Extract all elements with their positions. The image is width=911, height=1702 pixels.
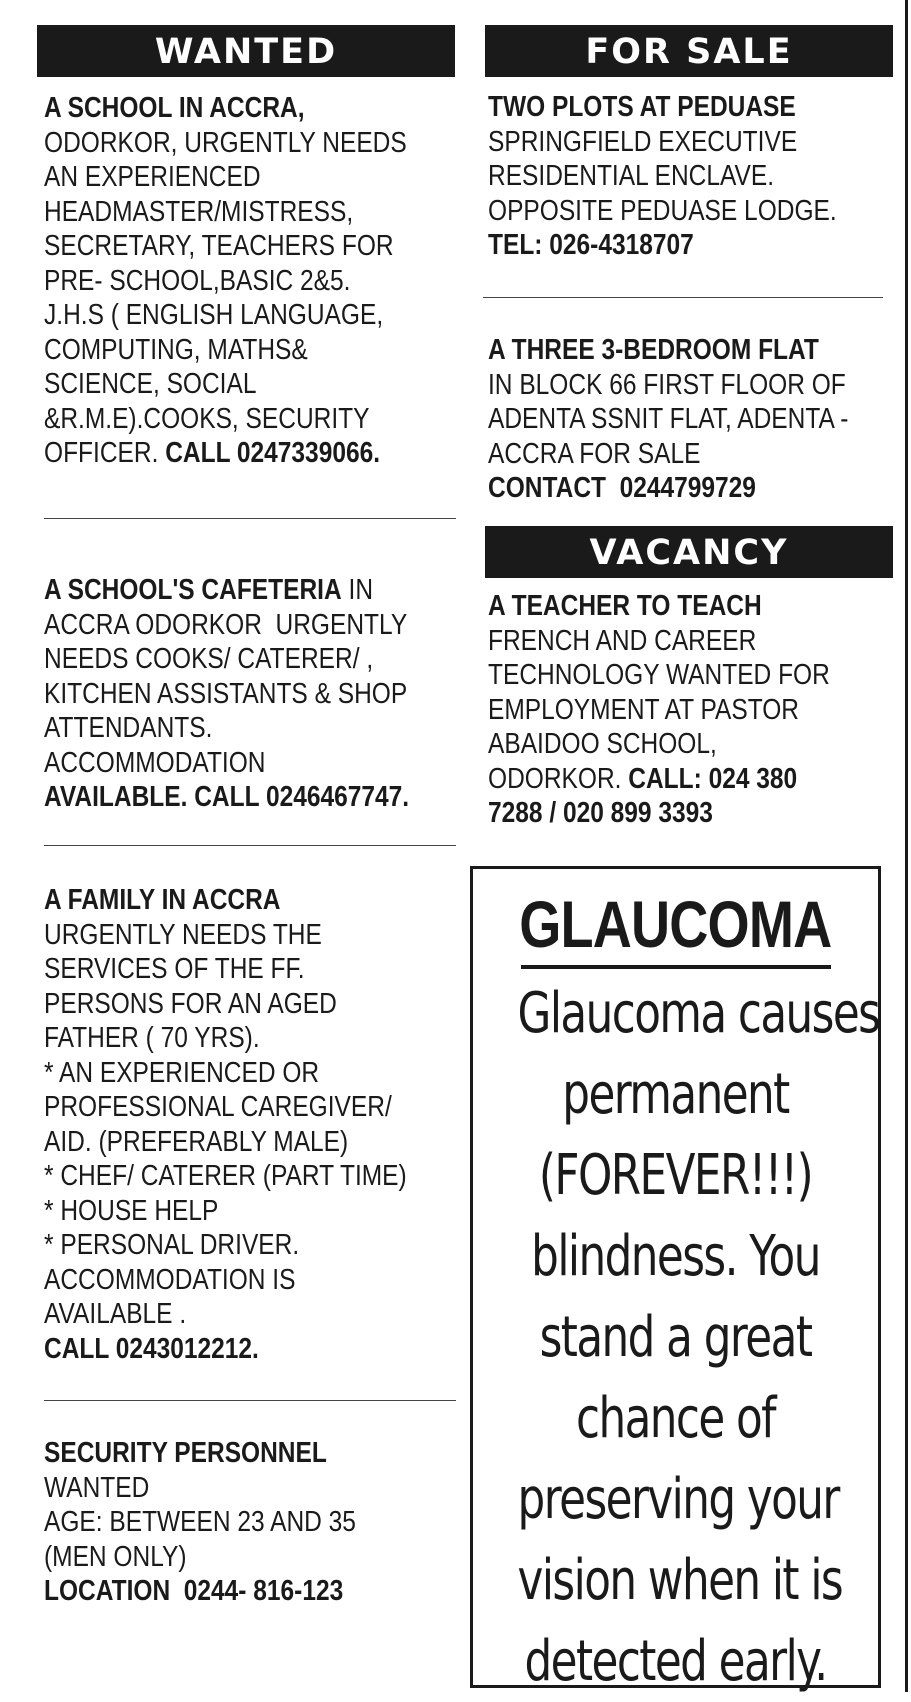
glaucoma-line: detected early. [524,1629,827,1694]
ad-security-personnel [44,1436,407,1609]
ad-line: OPPOSITE PEDUASE LODGE. [488,194,837,227]
ad-line: SERVICES OF THE FF. [44,953,305,985]
ad-divider [44,845,456,846]
ad-line: SCIENCE, SOCIAL [44,368,257,400]
ad-line: ACCOMMODATION [44,746,266,779]
ad-line: IN [341,574,374,606]
ad-line: COMPUTING, MATHS& [44,333,308,366]
ad-flat-for-sale [488,333,907,506]
ad-line: * CHEF/ CATERER (PART TIME) [44,1160,407,1192]
ad-cafeteria-staff [44,573,469,815]
ad-teacher-vacancy [488,589,885,831]
ad-phone: TEL: 026-4318707 [488,229,694,261]
ad-line: KITCHEN ASSISTANTS & SHOP [44,677,408,710]
ad-line: AID. (PREFERABLY MALE) [44,1125,349,1158]
glaucoma-line: (FOREVER!!!) [538,1143,813,1208]
ad-phone: CALL 0243012212. [44,1332,259,1365]
ad-line: J.H.S ( ENGLISH LANGUAGE, [44,299,384,331]
glaucoma-line: preserving your [517,1467,839,1532]
glaucoma-line: stand a great [539,1305,812,1370]
ad-line: AN EXPERIENCED [44,161,261,193]
ad-lead: A TEACHER TO TEACH [488,590,762,622]
ad-line: ACCRA ODORKOR URGENTLY [44,608,408,641]
ad-line: ODORKOR. [488,762,629,795]
ad-line: ABAIDOO SCHOOL, [488,728,717,760]
vacancy-section-header: VACANCY [485,526,893,578]
glaucoma-line: blindness. You [531,1224,820,1289]
ad-line: ODORKOR, URGENTLY NEEDS [44,126,407,159]
ad-line: ADENTA SSNIT FLAT, ADENTA - [488,403,849,435]
for-sale-section-header: FOR SALE [485,25,893,77]
page-edge-rule [905,0,908,1692]
ad-phone: 7288 / 020 899 3393 [488,797,713,829]
ad-line: ACCRA FOR SALE [488,437,701,470]
glaucoma-line: Glaucoma causes [517,981,880,1046]
ad-divider [44,1400,456,1401]
glaucoma-message [473,973,878,1702]
ad-line: * HOUSE HELP [44,1194,219,1227]
ad-line: &R.M.E).COOKS, SECURITY [44,402,370,435]
ad-plots-for-sale [488,90,893,263]
ad-lead: TWO PLOTS AT PEDUASE [488,91,796,123]
ad-line: PROFESSIONAL CAREGIVER/ [44,1091,392,1123]
ad-line: TECHNOLOGY WANTED FOR [488,659,830,691]
ad-lead: A THREE 3-BEDROOM FLAT [488,334,819,366]
ad-line: IN BLOCK 66 FIRST FLOOR OF [488,368,846,401]
ad-school-staff [44,91,466,471]
ad-line: EMPLOYMENT AT PASTOR [488,693,799,726]
ad-line: ACCOMMODATION IS [44,1263,296,1296]
wanted-section-header: WANTED [37,25,455,77]
ad-lead: A FAMILY IN ACCRA [44,884,281,916]
ad-lead: A SCHOOL IN ACCRA, [44,92,305,124]
ad-phone: AVAILABLE. CALL 0246467747. [44,781,410,813]
ad-lead: A SCHOOL'S CAFETERIA [44,574,342,606]
ad-divider [483,297,883,298]
ad-family-caregivers [44,883,466,1366]
ad-line: HEADMASTER/MISTRESS, [44,195,354,228]
ad-line: PRE- SCHOOL,BASIC 2&5. [44,264,351,297]
ad-line: AVAILABLE . [44,1298,187,1330]
glaucoma-awareness-box [470,866,881,1694]
ad-phone: CONTACT 0244799729 [488,472,756,504]
ad-line: SECRETARY, TEACHERS FOR [44,230,394,262]
ad-line: FRENCH AND CAREER [488,624,757,657]
glaucoma-line: vision when it is [517,1548,843,1613]
ad-divider [44,518,456,519]
ad-line: * AN EXPERIENCED OR [44,1056,320,1089]
glaucoma-line: permanent [562,1062,789,1127]
ad-line: PERSONS FOR AN AGED [44,987,337,1020]
ad-line: RESIDENTIAL ENCLAVE. [488,160,775,192]
ad-line: SPRINGFIELD EXECUTIVE [488,125,798,158]
ad-line: URGENTLY NEEDS THE [44,918,322,951]
ad-line: AGE: BETWEEN 23 AND 35 [44,1506,356,1538]
ad-line: * PERSONAL DRIVER. [44,1229,300,1261]
ad-lead: SECURITY PERSONNEL [44,1437,327,1469]
ad-line: FATHER ( 70 YRS). [44,1022,260,1054]
ad-phone: CALL: 024 380 [628,762,798,795]
ad-line: NEEDS COOKS/ CATERER/ , [44,643,374,675]
ad-line: OFFICER. [44,437,166,469]
glaucoma-title-underline [521,965,831,969]
ad-line: (MEN ONLY) [44,1540,187,1573]
ad-phone: LOCATION 0244- 816-123 [44,1575,344,1607]
ad-line: WANTED [44,1471,150,1504]
ad-phone: CALL 0247339066. [165,437,381,469]
ad-line: ATTENDANTS. [44,712,213,744]
glaucoma-title: GLAUCOMA [519,887,832,961]
glaucoma-line: chance of [576,1386,775,1451]
